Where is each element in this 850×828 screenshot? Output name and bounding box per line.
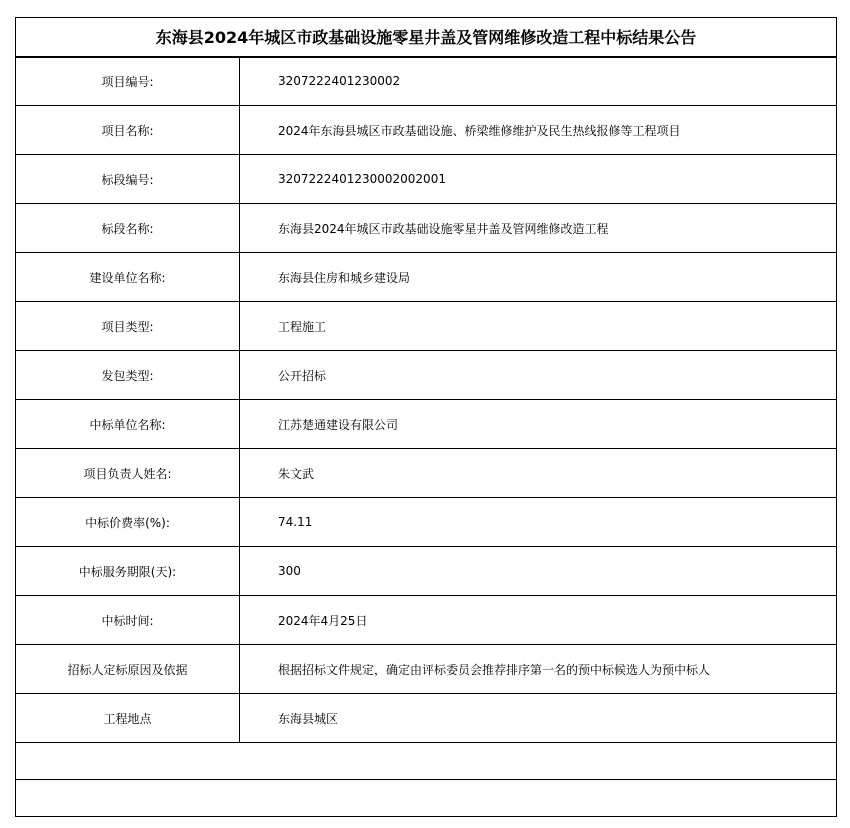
project-number-label: 项目编号: bbox=[16, 57, 240, 106]
table-row bbox=[16, 449, 837, 498]
bid-rate-label: 中标价费率(%): bbox=[16, 498, 240, 547]
award-reason-label: 招标人定标原因及依据 bbox=[16, 645, 240, 694]
table-row bbox=[16, 498, 837, 547]
winning-unit-label: 中标单位名称: bbox=[16, 400, 240, 449]
project-name-value: 2024年东海县城区市政基础设施、桥梁维修维护及民生热线报修等工程项目 bbox=[240, 106, 837, 155]
award-date-value: 2024年4月25日 bbox=[240, 596, 837, 645]
project-type-label: 项目类型: bbox=[16, 302, 240, 351]
empty-cell bbox=[16, 743, 837, 780]
contract-type-value: 公开招标 bbox=[240, 351, 837, 400]
title-row bbox=[16, 18, 837, 57]
award-date-label: 中标时间: bbox=[16, 596, 240, 645]
construction-unit-label: 建设单位名称: bbox=[16, 253, 240, 302]
page-title: 东海县2024年城区市政基础设施零星井盖及管网维修改造工程中标结果公告 bbox=[16, 18, 837, 57]
section-number-label: 标段编号: bbox=[16, 155, 240, 204]
table-row bbox=[16, 547, 837, 596]
table-row bbox=[16, 400, 837, 449]
project-manager-label: 项目负责人姓名: bbox=[16, 449, 240, 498]
section-name-value: 东海县2024年城区市政基础设施零星井盖及管网维修改造工程 bbox=[240, 204, 837, 253]
construction-unit-value: 东海县住房和城乡建设局 bbox=[240, 253, 837, 302]
table-row bbox=[16, 645, 837, 694]
project-number-value: 3207222401230002 bbox=[240, 57, 837, 106]
empty-row bbox=[16, 743, 837, 780]
award-reason-value: 根据招标文件规定，确定由评标委员会推荐排序第一名的预中标候选人为预中标人 bbox=[240, 645, 837, 694]
table-row bbox=[16, 253, 837, 302]
project-name-label: 项目名称: bbox=[16, 106, 240, 155]
winning-unit-value: 江苏楚通建设有限公司 bbox=[240, 400, 837, 449]
table-row bbox=[16, 302, 837, 351]
table-row bbox=[16, 204, 837, 253]
table-row bbox=[16, 155, 837, 204]
table-row bbox=[16, 351, 837, 400]
bid-rate-value: 74.11 bbox=[240, 498, 837, 547]
service-period-value: 300 bbox=[240, 547, 837, 596]
table-row bbox=[16, 596, 837, 645]
section-name-label: 标段名称: bbox=[16, 204, 240, 253]
project-type-value: 工程施工 bbox=[240, 302, 837, 351]
project-manager-value: 朱文武 bbox=[240, 449, 837, 498]
contract-type-label: 发包类型: bbox=[16, 351, 240, 400]
empty-row bbox=[16, 780, 837, 817]
table-row bbox=[16, 694, 837, 743]
announcement-table bbox=[15, 17, 837, 817]
section-number-value: 3207222401230002002001 bbox=[240, 155, 837, 204]
table-row bbox=[16, 57, 837, 106]
table-row bbox=[16, 106, 837, 155]
project-location-label: 工程地点 bbox=[16, 694, 240, 743]
service-period-label: 中标服务期限(天): bbox=[16, 547, 240, 596]
project-location-value: 东海县城区 bbox=[240, 694, 837, 743]
empty-cell bbox=[16, 780, 837, 817]
